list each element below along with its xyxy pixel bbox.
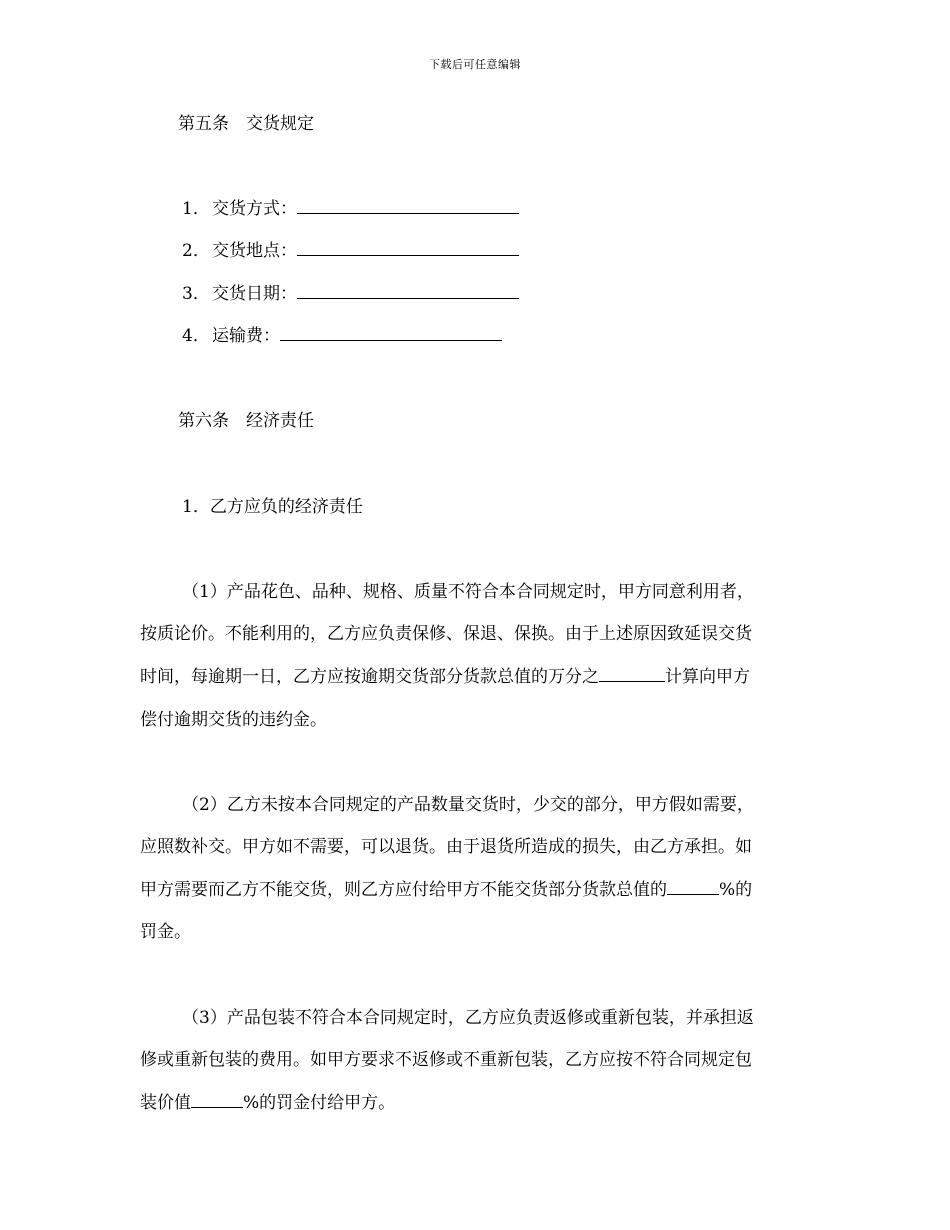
p3-line-1: （3）产品包装不符合本合同规定时，乙方应负责返修或重新包装，并承担返 — [182, 1008, 754, 1028]
article5-item-4 — [182, 326, 502, 346]
p2-line-4: 罚金。 — [140, 922, 191, 942]
p2-line-3-text-a: 甲方需要而乙方不能交货，则乙方应付给甲方不能交货部分货款总值的 — [140, 880, 667, 900]
fill-blank — [191, 1093, 243, 1108]
p2-line-3 — [140, 880, 752, 900]
fill-blank — [599, 667, 665, 682]
fill-blank — [280, 326, 502, 341]
p1-line-4: 偿付逾期交货的违约金。 — [140, 710, 327, 730]
item-number: 1． — [182, 199, 210, 219]
item-label: 运输费： — [212, 326, 280, 346]
article5-title: 第五条 交货规定 — [178, 114, 314, 134]
item-label: 交货日期： — [212, 284, 297, 304]
p1-line-3 — [140, 667, 750, 687]
p2-line-1: （2）乙方未按本合同规定的产品数量交货时，少交的部分，甲方假如需要， — [182, 795, 754, 815]
p2-line-2: 应照数补交。甲方如不需要，可以退货。由于退货所造成的损失，由乙方承担。如 — [140, 837, 752, 857]
item-label: 交货地点： — [212, 241, 297, 261]
p3-line-3-text-b: %的罚金付给甲方。 — [243, 1093, 396, 1113]
article6-title: 第六条 经济责任 — [178, 411, 314, 431]
p1-line-1: （1）产品花色、品种、规格、质量不符合本合同规定时，甲方同意利用者， — [182, 582, 754, 602]
article5-item-2 — [182, 241, 519, 261]
p2-line-3-text-b: %的 — [719, 880, 753, 900]
p3-line-2: 修或重新包装的费用。如甲方要求不返修或不重新包装，乙方应按不符合同规定包 — [140, 1050, 752, 1070]
p1-line-3-text-b: 计算向甲方 — [665, 667, 750, 687]
p3-line-3 — [140, 1093, 395, 1113]
fill-blank — [297, 199, 519, 214]
p1-line-3-text-a: 时间，每逾期一日，乙方应按逾期交货部分货款总值的万分之 — [140, 667, 599, 687]
item-number: 2． — [182, 241, 210, 261]
item-label: 交货方式： — [212, 199, 297, 219]
article5-item-1 — [182, 199, 519, 219]
p1-line-2: 按质论价。不能利用的，乙方应负责保修、保退、保换。由于上述原因致延误交货 — [140, 624, 752, 644]
item-number: 4． — [182, 326, 210, 346]
article5-item-3 — [182, 284, 519, 304]
p3-line-3-text-a: 装价值 — [140, 1093, 191, 1113]
item-number: 3． — [182, 284, 210, 304]
fill-blank — [667, 880, 719, 895]
article6-subtitle: 1．乙方应负的经济责任 — [182, 497, 363, 517]
fill-blank — [297, 284, 519, 299]
page-header: 下载后可任意编辑 — [429, 58, 521, 71]
fill-blank — [297, 241, 519, 256]
